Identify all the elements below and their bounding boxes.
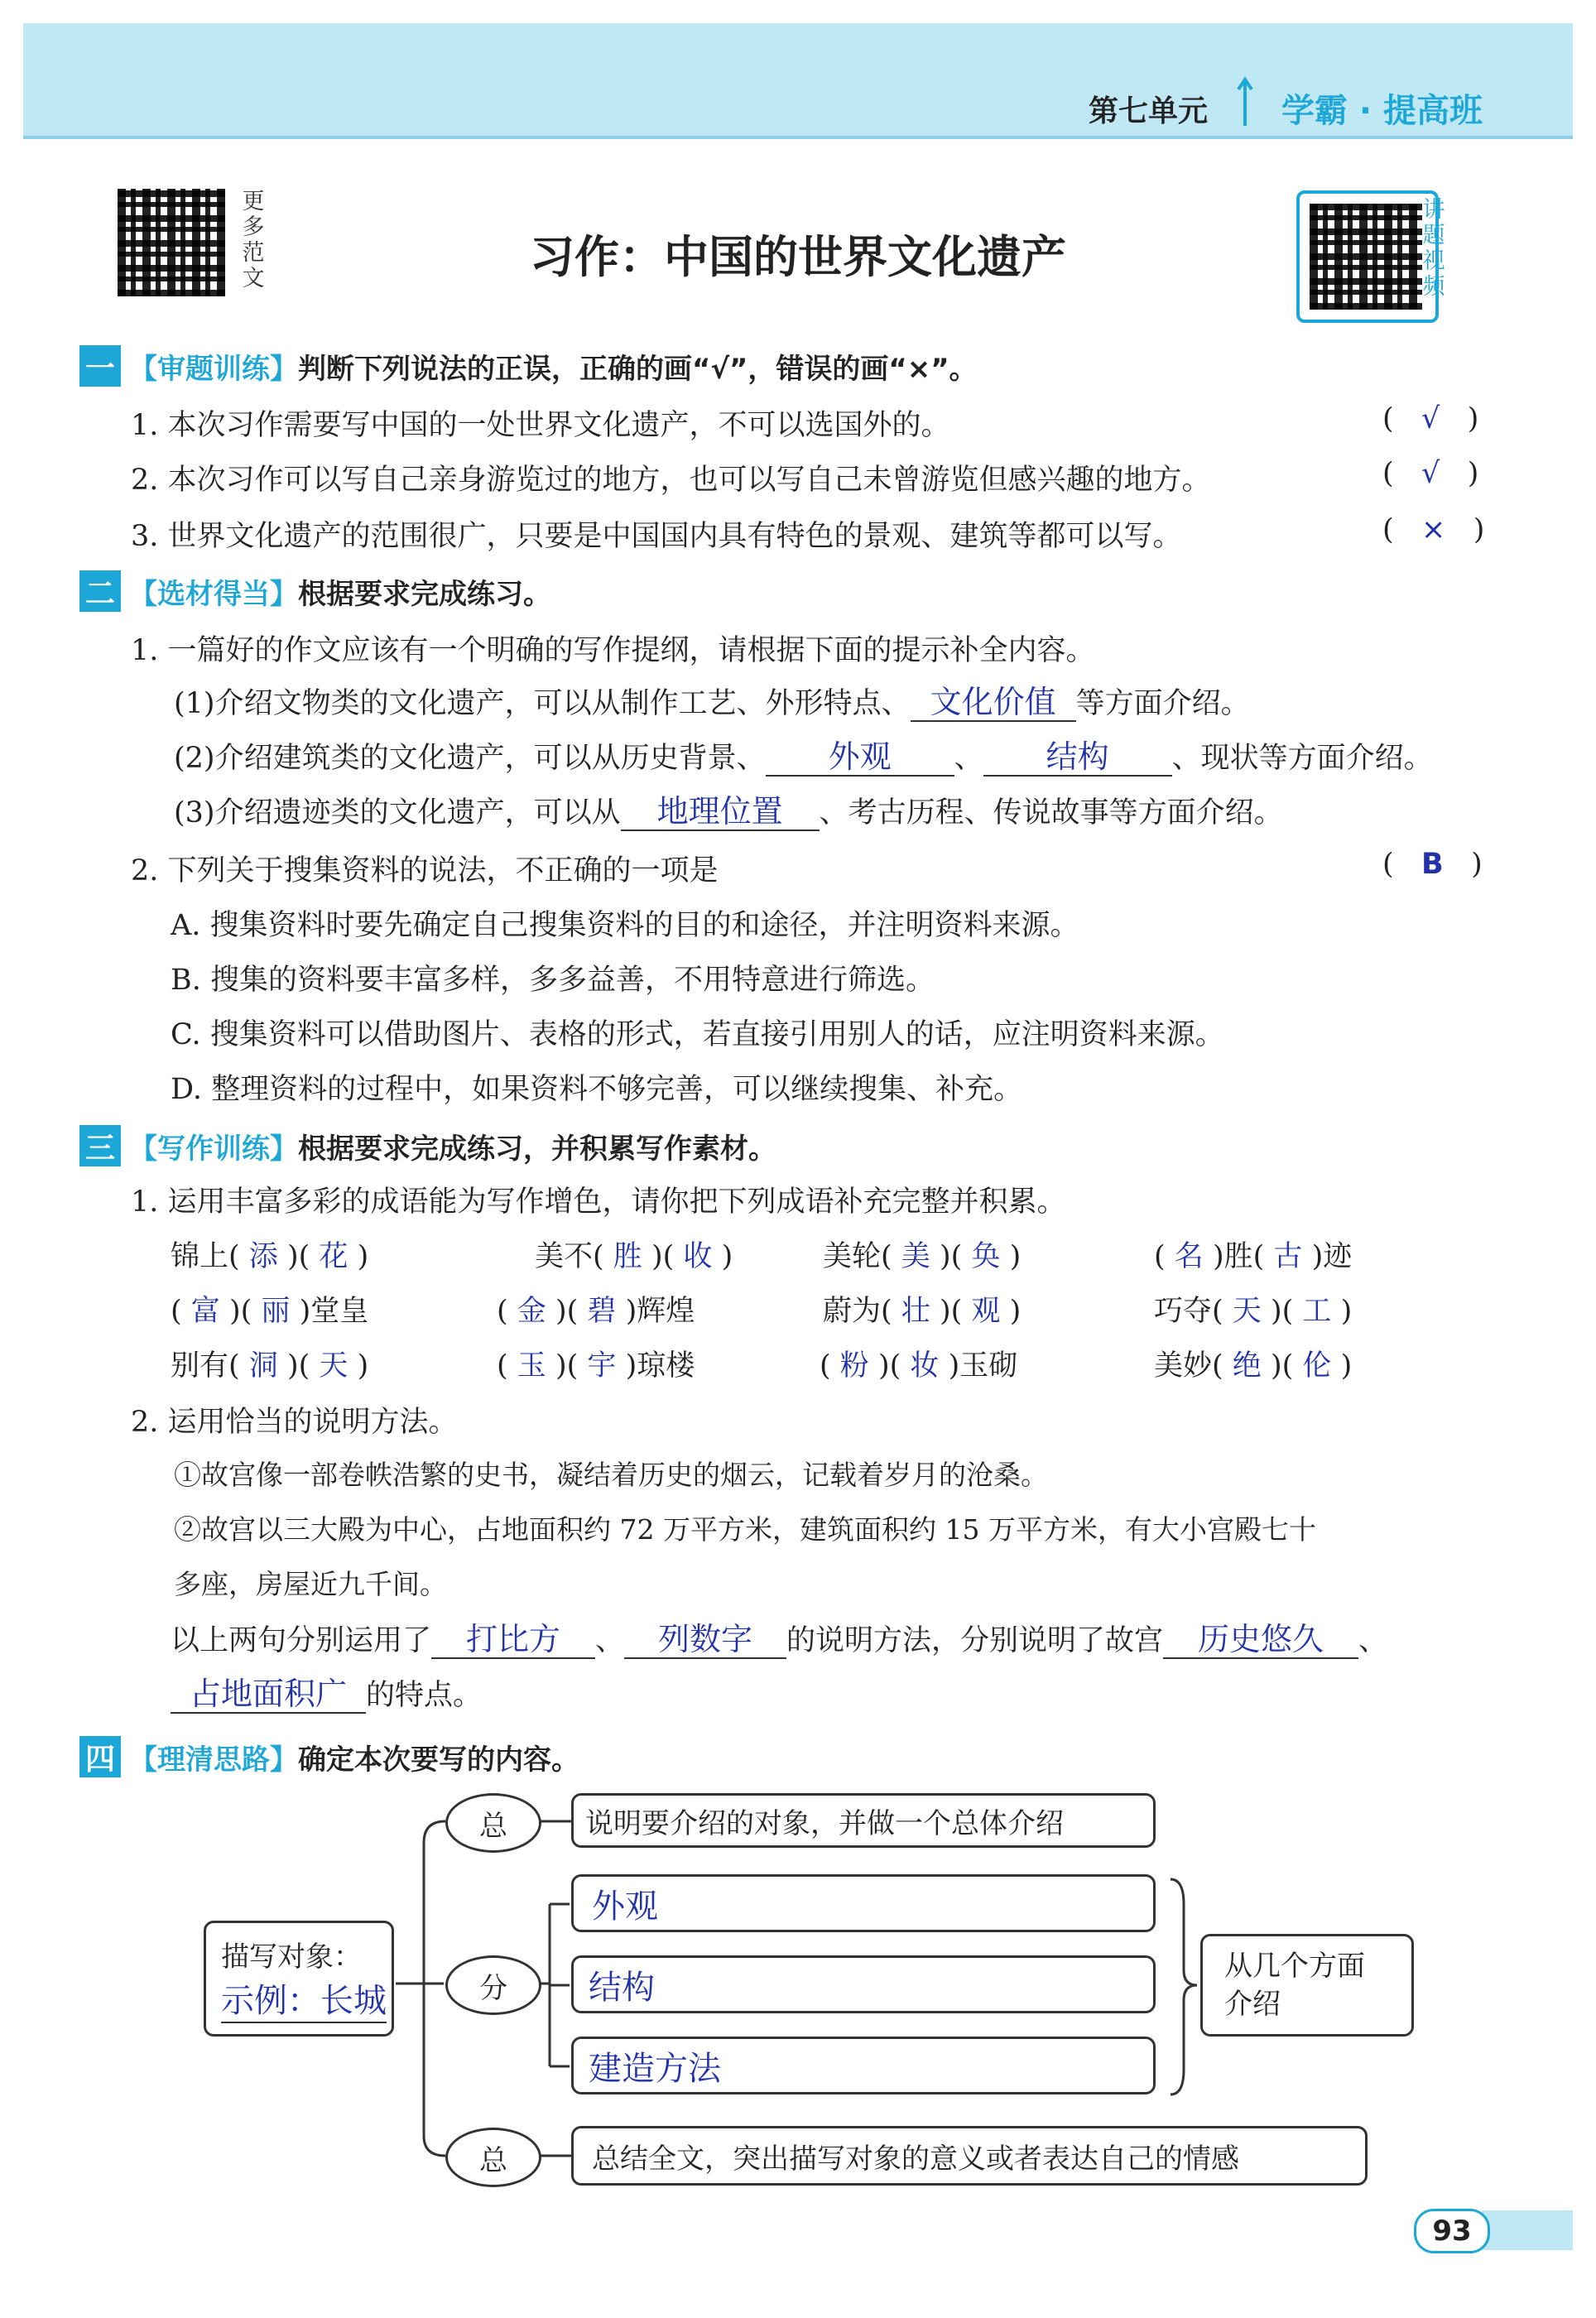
qr-right-label: 讲题视频 — [1422, 197, 1445, 300]
qr-left-label: 更多范文 — [242, 189, 265, 291]
section-tag: 【选材得当】 — [129, 577, 298, 611]
node-fen: 分 — [445, 1955, 541, 2015]
answer-blank[interactable]: 文化价值 — [911, 684, 1076, 722]
choice-option-c: C. 搜集资料可以借助图片、表格的形式，若直接引用别人的话，应注明资料来源。 — [171, 1018, 1224, 1051]
choice-option-b: B. 搜集的资料要丰富多样，多多益善，不用特意进行筛选。 — [171, 964, 935, 997]
outline-question: 1. 一篇好的作文应该有一个明确的写作提纲，请根据下面的提示补全内容。 — [131, 634, 1095, 667]
sentence-2-line-2: 多座，房屋近九千间。 — [174, 1568, 447, 1600]
judge-q3: 3. 世界文化遗产的范围很广，只要是中国国内具有特色的景观、建筑等都可以写。 — [131, 520, 1182, 553]
idiom-item: ( 金 )( 碧 )辉煌 — [497, 1295, 695, 1328]
judge-a3: ( × ) — [1382, 513, 1485, 546]
object-box — [204, 1921, 394, 2037]
section-instruction: 根据要求完成练习，并积累写作素材。 — [298, 1132, 776, 1166]
choice-option-a: A. 搜集资料时要先确定自己搜集资料的目的和途径，并注明资料来源。 — [171, 909, 1079, 942]
section-number: 三 — [79, 1125, 121, 1166]
outline-item-3: (3)介绍遗迹类的文化遗产，可以从 地理位置 、考古历程、传说故事等方面介绍。 — [174, 793, 1283, 830]
choice-question: 2. 下列关于搜集资料的说法，不正确的一项是 — [131, 854, 719, 887]
section-instruction: 确定本次要写的内容。 — [298, 1743, 579, 1777]
section-instruction: 判断下列说法的正误，正确的画“√”，错误的画“×”。 — [298, 352, 978, 386]
idiom-item: ( 名 )胜( 古 )迹 — [1154, 1240, 1353, 1273]
choice-answer: ( B ) — [1382, 848, 1483, 881]
answer-blank[interactable]: 占地面积广 — [171, 1676, 366, 1714]
idiom-item: ( 玉 )( 宇 )琼楼 — [497, 1349, 695, 1383]
judge-q1: 1. 本次习作需要写中国的一处世界文化遗产，不可以选国外的。 — [131, 409, 950, 442]
section-number: 四 — [79, 1736, 121, 1777]
aspect-box-3[interactable]: 建造方法 — [571, 2037, 1156, 2094]
idiom-item: 美不( 胜 )( 收 ) — [535, 1240, 733, 1273]
section-instruction: 根据要求完成练习。 — [298, 577, 551, 611]
object-label: 描写对象： — [221, 1940, 362, 1974]
sentence-2-line-1: ②故宫以三大殿为中心，占地面积约 72 万平方米，建筑面积约 15 万平方米，有大小宫殿七十 — [174, 1513, 1316, 1546]
judge-a1: ( √ ) — [1382, 402, 1479, 435]
method-fill-line-1: 以上两句分别运用了 打比方 、 列数字 的说明方法，分别说明了故宫 历史悠久 、 — [171, 1621, 1388, 1657]
intro-box: 说明要介绍的对象，并做一个总体介绍 — [571, 1793, 1156, 1848]
idiom-item: 美妙( 绝 )( 伦 ) — [1154, 1349, 1353, 1383]
conclusion-box: 总结全文，突出描写对象的意义或者表达自己的情感 — [571, 2126, 1368, 2186]
answer-blank[interactable]: 地理位置 — [621, 793, 820, 831]
method-fill-line-2: 占地面积广 的特点。 — [171, 1672, 482, 1714]
idiom-item: ( 粉 )( 妆 )玉砌 — [820, 1349, 1018, 1383]
answer-blank[interactable]: 外观 — [766, 738, 954, 777]
page-number-tail — [1482, 2210, 1573, 2250]
idiom-item: 别有( 洞 )( 天 ) — [171, 1349, 369, 1383]
answer-blank[interactable]: 打比方 — [431, 1621, 595, 1659]
idiom-item: 美轮( 美 )( 奂 ) — [823, 1240, 1022, 1273]
idiom-item: 蔚为( 壮 )( 观 ) — [823, 1295, 1022, 1328]
brand-label: 学霸 · 提高班 — [1281, 92, 1483, 130]
aspects-note-box: 从几个方面介绍 — [1200, 1934, 1414, 2037]
object-answer[interactable]: 示例：长城 — [221, 1974, 387, 2023]
judge-a2: ( √ ) — [1382, 457, 1479, 490]
choice-option-d: D. 整理资料的过程中，如果资料不够完善，可以继续搜集、补充。 — [171, 1073, 1023, 1106]
idiom-item: 锦上( 添 )( 花 ) — [171, 1240, 369, 1273]
aspect-box-2[interactable]: 结构 — [571, 1955, 1156, 2013]
sentence-1: ①故宫像一部卷帙浩繁的史书，凝结着历史的烟云，记载着岁月的沧桑。 — [174, 1459, 1048, 1491]
section-number: 一 — [79, 345, 121, 387]
answer-blank[interactable]: 历史悠久 — [1163, 1621, 1358, 1659]
section-tag: 【理清思路】 — [129, 1743, 298, 1777]
node-zong-2: 总 — [445, 2128, 541, 2187]
outline-item-2: (2)介绍建筑类的文化遗产，可以从历史背景、 外观 、 结构 、现状等方面介绍。 — [174, 738, 1433, 775]
section-number: 二 — [79, 570, 121, 612]
method-question: 2. 运用恰当的说明方法。 — [131, 1406, 458, 1439]
node-zong-1: 总 — [445, 1793, 541, 1853]
idiom-item: 巧夺( 天 )( 工 ) — [1154, 1295, 1353, 1328]
answer-blank[interactable]: 列数字 — [624, 1621, 786, 1659]
outline-item-1: (1)介绍文物类的文化遗产，可以从制作工艺、外形特点、 文化价值 等方面介绍。 — [174, 684, 1250, 720]
judge-q2: 2. 本次习作可以写自己亲身游览过的地方，也可以写自己未曾游览但感兴趣的地方。 — [131, 464, 1211, 497]
answer-blank[interactable]: 结构 — [983, 738, 1172, 777]
idiom-question: 1. 运用丰富多彩的成语能为写作增色，请你把下列成语补充完整并积累。 — [131, 1185, 1066, 1219]
idiom-item: ( 富 )( 丽 )堂皇 — [171, 1295, 369, 1328]
section-tag: 【审题训练】 — [129, 352, 298, 386]
page-number: 93 — [1414, 2209, 1490, 2253]
unit-label: 第七单元 — [1089, 94, 1209, 128]
page-title: 习作：中国的世界文化遗产 — [530, 231, 1066, 283]
section-tag: 【写作训练】 — [129, 1132, 298, 1166]
aspect-box-1[interactable]: 外观 — [571, 1874, 1156, 1932]
